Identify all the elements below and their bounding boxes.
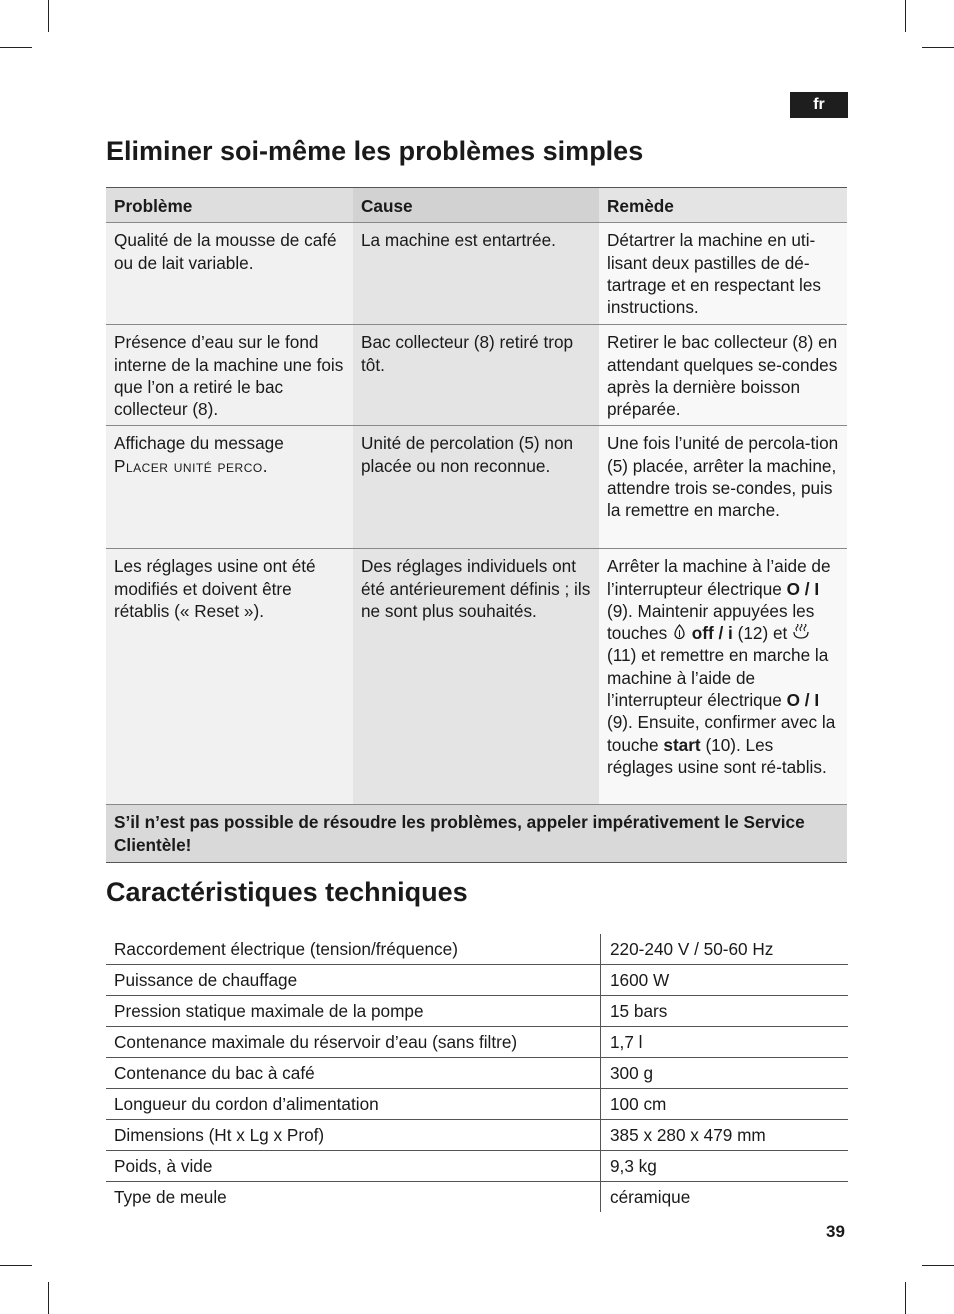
spec-value: 9,3 kg: [610, 1155, 657, 1176]
spec-label: Type de meule: [106, 1182, 601, 1212]
table-row: [106, 1058, 848, 1089]
spec-label: Contenance du bac à café: [106, 1058, 601, 1088]
cause-cell: Bac collecteur (8) retiré trop tôt.: [353, 325, 599, 425]
table-row: [106, 934, 848, 965]
crop-mark: [905, 0, 906, 32]
section-title-specifications: Caractéristiques techniques: [106, 877, 468, 907]
spec-label: Dimensions (Ht x Lg x Prof): [106, 1120, 601, 1150]
crop-mark: [0, 47, 32, 48]
crop-mark: [48, 0, 49, 32]
column-header-remedy: Remède: [599, 188, 847, 222]
table-row: [106, 1151, 848, 1182]
problem-cell: Présence d’eau sur le fond interne de la machine une fois que l’on a retiré le bac collecteur (8).: [106, 325, 353, 425]
table-row: [106, 965, 848, 996]
remedy-cell: Retirer le bac collecteur (8) en attendant quelques se-condes après la dernière boisson préparée.: [599, 325, 847, 425]
spec-label: Contenance maximale du réservoir d’eau (sans filtre): [106, 1027, 601, 1057]
specifications-table: [106, 934, 848, 1212]
table-header-row: [106, 188, 847, 223]
section-title-troubleshooting: Eliminer soi-même les problèmes simples: [106, 136, 644, 166]
power-switch-label: O / I: [786, 690, 820, 711]
language-badge: fr: [790, 92, 848, 118]
power-switch-label: O / I: [786, 578, 820, 599]
remedy-cell: [599, 549, 847, 804]
column-header-cause: Cause: [353, 188, 599, 222]
spec-value: 1,7 l: [610, 1031, 643, 1052]
cause-cell: La machine est entartrée.: [353, 223, 599, 324]
crop-mark: [922, 47, 954, 48]
service-notice: S’il n’est pas possible de résoudre les problèmes, appeler impérativement le Service Clientèle!: [106, 805, 847, 863]
remedy-cell: Une fois l’unité de percola-tion (5) placée, arrêter la machine, attendre trois se-condes, puis la remettre en marche.: [599, 426, 847, 548]
problem-cell: [106, 426, 353, 548]
spec-label: Raccordement électrique (tension/fréquence): [106, 934, 601, 964]
crop-mark: [0, 1265, 32, 1266]
table-row: [106, 1027, 848, 1058]
spec-value: céramique: [610, 1186, 691, 1207]
problem-text: Affichage du message: [114, 433, 284, 454]
problem-cell: Les réglages usine ont été modifiés et doivent être rétablis (« Reset »).: [106, 549, 353, 804]
spec-label: Puissance de chauffage: [106, 965, 601, 995]
spec-value: 220-240 V / 50-60 Hz: [610, 938, 774, 959]
table-row: [106, 1089, 848, 1120]
column-header-problem: Problème: [106, 188, 353, 222]
off-info-key-label: off / i: [691, 623, 733, 644]
table-row: [106, 426, 847, 549]
crop-mark: [922, 1265, 954, 1266]
table-row: [106, 1120, 848, 1151]
remedy-text: (12) et: [737, 623, 788, 644]
spec-value: 385 x 280 x 479 mm: [610, 1124, 766, 1145]
start-key-label: start: [663, 734, 701, 755]
table-row: [106, 1182, 848, 1212]
table-row: [106, 996, 848, 1027]
cause-cell: Unité de percolation (5) non placée ou non reconnue.: [353, 426, 599, 548]
spec-label: Poids, à vide: [106, 1151, 601, 1181]
table-row: [106, 549, 847, 805]
cause-cell: Des réglages individuels ont été antérieurement définis ; ils ne sont plus souhaités.: [353, 549, 599, 804]
display-message: Placer unité perco.: [114, 455, 268, 476]
table-row: [106, 325, 847, 426]
spec-label: Pression statique maximale de la pompe: [106, 996, 601, 1026]
crop-mark: [905, 1282, 906, 1314]
bean-drop-icon: [672, 623, 687, 643]
remedy-cell: Détartrer la machine en uti-lisant deux pastilles de dé-tartrage et en respectant les instructions.: [599, 223, 847, 324]
spec-value: 300 g: [610, 1062, 654, 1083]
remedy-text: Arrêter la machine à l’aide de l’interrupteur électrique: [607, 556, 831, 599]
table-row: [106, 223, 847, 325]
problem-cell: Qualité de la mousse de café ou de lait variable.: [106, 223, 353, 324]
crop-mark: [48, 1282, 49, 1314]
remedy-text: (11) et remettre en marche la machine à l’aide de l’interrupteur électrique: [607, 645, 829, 711]
steam-icon: [792, 623, 810, 643]
page-number: 39: [826, 1222, 845, 1241]
remedy-text: (9). Ensuite, confirmer avec la touche: [607, 712, 836, 755]
remedy-text: (10). Les réglages usine sont ré-tablis.: [607, 734, 827, 777]
troubleshooting-table: [106, 187, 847, 863]
remedy-text: (9). Maintenir appuyées les touches: [607, 600, 815, 644]
spec-label: Longueur du cordon d’alimentation: [106, 1089, 601, 1119]
spec-value: 15 bars: [610, 1000, 668, 1021]
spec-value: 100 cm: [610, 1093, 667, 1114]
spec-value: 1600 W: [610, 969, 670, 990]
